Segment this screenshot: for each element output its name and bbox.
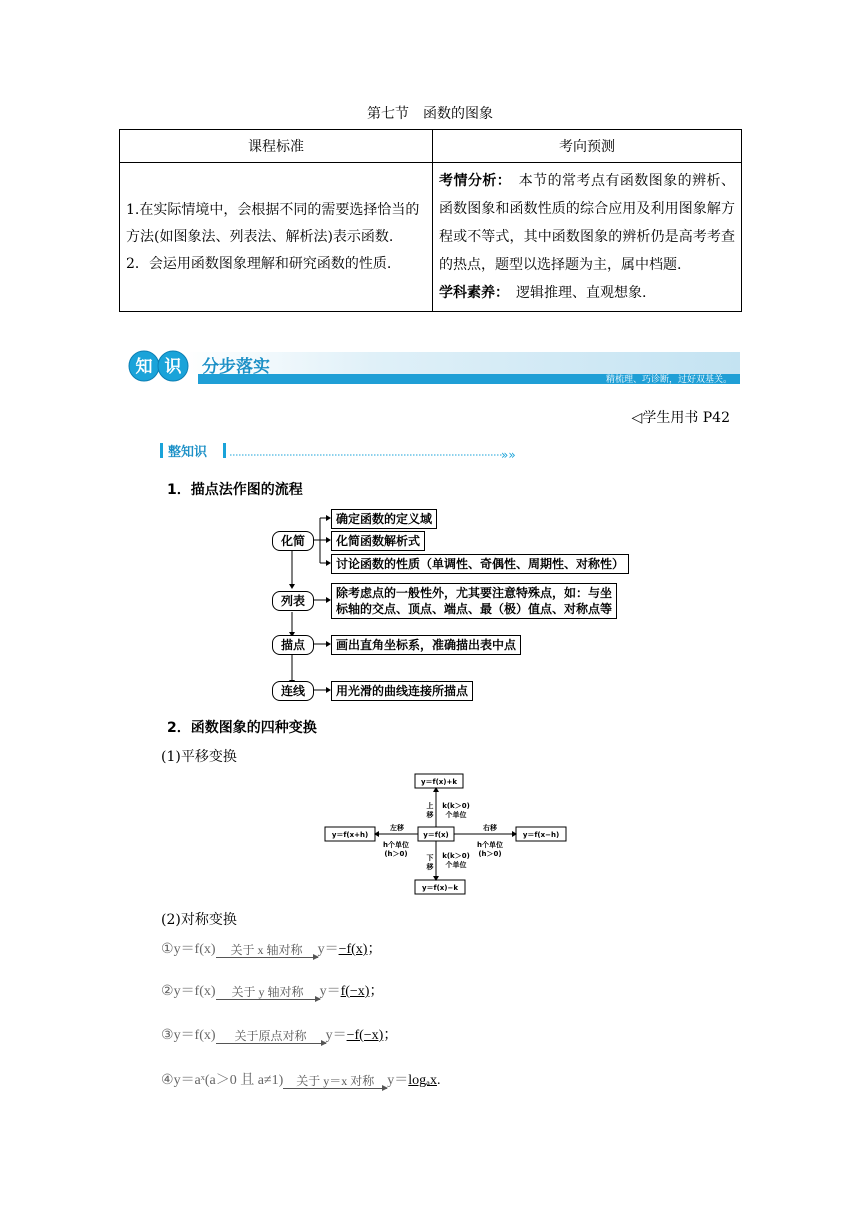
- curriculum-table: [119, 129, 742, 312]
- rule-1-lhs: y＝f(x): [173, 942, 216, 957]
- left-condition-b: (h＞0): [384, 850, 408, 858]
- up-result: y＝f(x)+k: [420, 778, 458, 786]
- rule-2-label: 关于 y 轴对称: [231, 985, 304, 999]
- rule-1-label: 关于 x 轴对称: [230, 943, 303, 957]
- up-label-b: 移: [426, 811, 434, 819]
- rule-4-rhs: y＝: [387, 1073, 409, 1088]
- connect-item: 用光滑的曲线连接所描点: [331, 681, 473, 701]
- banner-tagline: 精梳理、巧诊断，过好双基关。: [605, 375, 732, 385]
- rule-1-arrow: [216, 943, 318, 958]
- standard-item-2: 2．会运用函数图象理解和研究函数的性质.: [126, 255, 392, 272]
- tabulate-item-line2: 标轴的交点、顶点、端点、最（极）值点、对称点等: [336, 602, 613, 616]
- analysis-label: 考情分析：: [439, 173, 505, 189]
- banner-char-shi: 识: [164, 357, 182, 377]
- rule-3-end: ；: [383, 1028, 398, 1043]
- flow-step-connect: 连线: [272, 681, 314, 701]
- symmetry-subheading: (2)对称变换: [161, 912, 237, 928]
- rule-4-arrow: [283, 1074, 387, 1089]
- rule-1-number: ①: [161, 942, 174, 957]
- symmetry-rule-2: [161, 980, 383, 1000]
- banner-title: 分步落实: [202, 357, 270, 377]
- down-label-a: 下: [426, 854, 434, 862]
- zhengzhishi-label: 整知识: [168, 445, 208, 460]
- right-label: 右移: [483, 824, 497, 832]
- rule-4-number: ④: [161, 1073, 174, 1088]
- simplify-item-properties: 讨论函数的性质（单调性、奇偶性、周期性、对称性）: [331, 554, 629, 574]
- rule-4-end: .: [436, 1073, 441, 1088]
- banner-graphic: [128, 348, 740, 388]
- symmetry-rule-3: [161, 1024, 397, 1044]
- symmetry-rule-1: [161, 938, 381, 958]
- rule-1-rhs: y＝: [317, 942, 339, 957]
- rule-2-lhs: y＝f(x): [173, 984, 216, 999]
- page-title: 第七节 函数的图象: [367, 106, 493, 122]
- rule-3-number: ③: [161, 1028, 174, 1043]
- zhengzhishi-graphic: [160, 441, 520, 461]
- rule-3-rhs: y＝: [325, 1028, 347, 1043]
- left-condition-a: h个单位: [383, 841, 409, 849]
- flow-step-plot: 描点: [272, 635, 314, 655]
- table-header-forecast: 考向预测: [433, 130, 742, 163]
- right-condition-a: h个单位: [477, 841, 503, 849]
- svg-text:»»: »»: [501, 448, 516, 461]
- forecast-cell: [433, 163, 742, 312]
- right-condition-b: (h＞0): [478, 850, 502, 858]
- literacy-text: 逻辑推理、直观想象.: [502, 285, 647, 301]
- standard-item-1: 1.在实际情境中，会根据不同的需要选择恰当的方法(如图象法、列表法、解析法)表示函数.: [126, 201, 420, 245]
- literacy-label: 学科素养：: [439, 285, 502, 301]
- rule-2-end: ；: [369, 984, 384, 999]
- down-condition-b: 个单位: [445, 861, 467, 869]
- symmetry-rule-4: [161, 1069, 440, 1089]
- rule-3-lhs: y＝f(x): [173, 1028, 216, 1043]
- section-1-heading: 1．描点法作图的流程: [167, 482, 303, 498]
- left-result: y＝f(x+h): [331, 831, 369, 839]
- up-condition-b: 个单位: [445, 811, 467, 819]
- right-result: y＝f(x−h): [522, 831, 560, 839]
- tabulate-item-line1: 除考虑点的一般性外，尤其要注意特殊点，如：与坐: [336, 586, 613, 600]
- rule-1-answer: −f(x): [338, 942, 368, 957]
- rule-3-answer: −f(−x): [346, 1028, 384, 1043]
- rule-4-lhs: y＝aˣ(a＞0 且 a≠1): [173, 1073, 284, 1088]
- center-function: y＝f(x): [423, 831, 449, 839]
- simplify-item-domain: 确定函数的定义域: [331, 509, 437, 529]
- translation-graphic: [324, 772, 572, 896]
- banner-char-zhi: 知: [135, 357, 153, 377]
- translation-subheading: (1)平移变换: [161, 749, 237, 765]
- plotting-flowchart: [270, 506, 625, 702]
- rule-1-end: ；: [367, 942, 382, 957]
- down-result: y＝f(x)−k: [421, 884, 459, 892]
- section-banner: [128, 348, 740, 388]
- analysis-text: 本节的常考点有函数图象的辨析、函数图象和函数性质的综合应用及利用图象解方程或不等式，其中函数图象的辨析仍是高考考查的热点，题型以选择题为主，属中档题.: [439, 173, 735, 273]
- table-header-standard: 课程标准: [120, 130, 433, 163]
- rule-2-answer: f(−x): [340, 984, 370, 999]
- rule-4-label: 关于 y＝x 对称: [296, 1074, 375, 1088]
- translation-diagram: [324, 772, 572, 896]
- rule-3-label: 关于原点对称: [234, 1029, 307, 1043]
- down-condition-a: k(k＞0): [442, 852, 470, 860]
- rule-3-arrow: [216, 1029, 326, 1044]
- flow-step-simplify: 化简: [272, 531, 314, 551]
- standard-cell: [120, 163, 433, 312]
- zhengzhishi-tag: [160, 441, 520, 461]
- plot-item: 画出直角坐标系，准确描出表中点: [331, 635, 521, 655]
- student-book-ref: ◁学生用书 P42: [631, 410, 730, 426]
- rule-4-answer: logₐx: [408, 1073, 437, 1088]
- rule-2-number: ②: [161, 984, 174, 999]
- flow-step-tabulate: 列表: [272, 591, 314, 611]
- up-condition-a: k(k＞0): [442, 802, 470, 810]
- section-2-heading: 2．函数图象的四种变换: [167, 720, 317, 736]
- simplify-item-expression: 化简函数解析式: [331, 531, 425, 551]
- down-label-b: 移: [426, 863, 434, 871]
- up-label-a: 上: [426, 802, 434, 810]
- rule-2-arrow: [216, 985, 320, 1000]
- left-label: 左移: [390, 824, 404, 832]
- rule-2-rhs: y＝: [319, 984, 341, 999]
- tabulate-item: [331, 583, 617, 619]
